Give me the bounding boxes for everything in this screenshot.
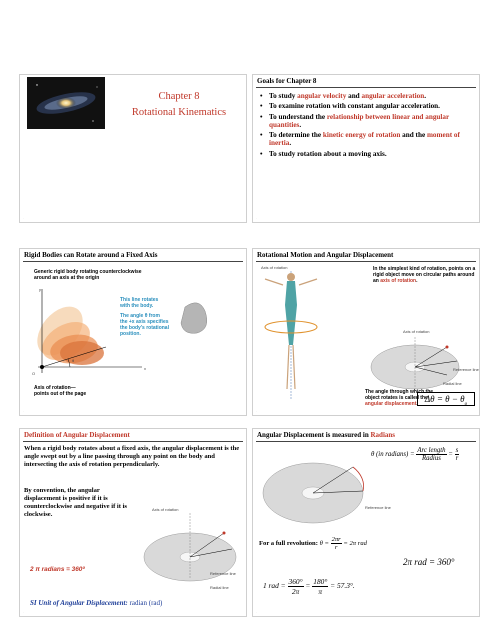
radian-definition-formula: θ (in radians) = $\frac{\text{Arc length}}{\text{Radius}}$ = $\frac{s}{r}$ <box>371 447 459 462</box>
slide-title: Definition of Angular Displacement <box>24 431 130 439</box>
disc-figure <box>20 429 247 617</box>
axis-of-rotation-label: Axis of rotation <box>261 265 288 270</box>
delta-theta-equation: $\Delta\theta = \theta - \theta_o$ <box>417 392 475 406</box>
two-pi-equivalence: 2 π radians = 360º <box>30 566 85 573</box>
slide-rigid-bodies <box>19 248 247 416</box>
galaxy-image <box>27 77 105 129</box>
reference-line-label: Reference line <box>453 367 479 372</box>
definition-text: When a rigid body rotates about a fixed axis, the angular displacement is the angle swept out by a line passing through any point on the body and intersecting the axis of rotation perpendicularly. <box>24 445 240 468</box>
chapter-number: Chapter 8 <box>158 91 200 102</box>
slide-goals <box>252 74 480 223</box>
reference-line-label: Reference line <box>365 505 391 510</box>
slide-title: Rigid Bodies can Rotate around a Fixed Axis <box>24 251 158 259</box>
chapter-title: Rotational Kinematics <box>131 107 227 118</box>
line-rotates-note: This line rotates with the body. <box>120 297 159 309</box>
goal-item: • To examine rotation with constant angular acceleration. <box>259 102 477 110</box>
slide-footer: · <box>23 409 24 413</box>
slide-title <box>19 74 247 223</box>
slide-title: Angular Displacement is measured in Radians <box>257 431 396 439</box>
slide-footer: · <box>23 216 24 220</box>
goal-item: • To understand the relationship between linear and angular quantities. <box>259 113 477 130</box>
axis-label: Axis of rotation <box>152 507 179 512</box>
slide-definition <box>19 428 247 617</box>
disc-axis-label: Axis of rotation <box>403 329 430 334</box>
one-radian-formula: 1 rad = $\frac{360^\circ}{2\pi}$ = $\frac{180^\circ}{\pi}$ = 57.3°. <box>263 577 355 596</box>
y-axis-label: y <box>39 287 41 292</box>
slide-rotational-motion <box>252 248 480 416</box>
slide-radians <box>252 428 480 617</box>
axis-caption: Axis of rotation— points out of the page <box>34 385 87 397</box>
figure-caption: Generic rigid body rotating counterclockwise around an axis at the origin <box>34 269 142 281</box>
full-revolution-formula: For a full revolution: θ = $\frac{2\pi r}{r}$ = 2π rad <box>259 536 367 551</box>
angular-displacement-note: The angle through which the object rotates is called the angular displacement. <box>365 389 434 407</box>
goal-item: • To study angular velocity and angular acceleration. <box>259 92 477 100</box>
slide-footer: · <box>256 409 257 413</box>
sign-convention-text: By convention, the angular displacement is positive if it is counterclockwise and negative if it is clockwise. <box>24 487 127 518</box>
radial-line-label: Radial line <box>210 585 229 590</box>
origin-label: O <box>32 371 36 376</box>
goal-item: • To study rotation about a moving axis. <box>259 150 477 158</box>
goal-item: • To determine the kinetic energy of rotation and the moment of inertia. <box>259 131 477 148</box>
two-pi-equals-360-formula: 2π rad = 360° <box>403 557 455 567</box>
slide-title: Goals for Chapter 8 <box>257 77 317 85</box>
intro-text: In the simplest kind of rotation, points on a rigid object move on circular paths around an axis of rotation. <box>373 266 476 284</box>
slide-footer: · <box>256 610 257 614</box>
reference-line-label: Reference line <box>210 571 236 576</box>
radial-line-label: Radial line <box>443 381 462 386</box>
slide-footer: · <box>23 610 24 614</box>
slide-footer: · <box>256 216 257 220</box>
si-unit-line: SI Unit of Angular Displacement: radian (rad) <box>30 599 163 607</box>
x-axis-label: x <box>144 366 146 371</box>
angle-note: The angle θ from the +x axis specifies the body's rotational position. <box>120 313 169 337</box>
title-divider <box>256 87 476 88</box>
goals-list <box>259 92 477 160</box>
theta-label: θ <box>72 358 75 363</box>
slide-title: Rotational Motion and Angular Displacement <box>257 251 394 259</box>
